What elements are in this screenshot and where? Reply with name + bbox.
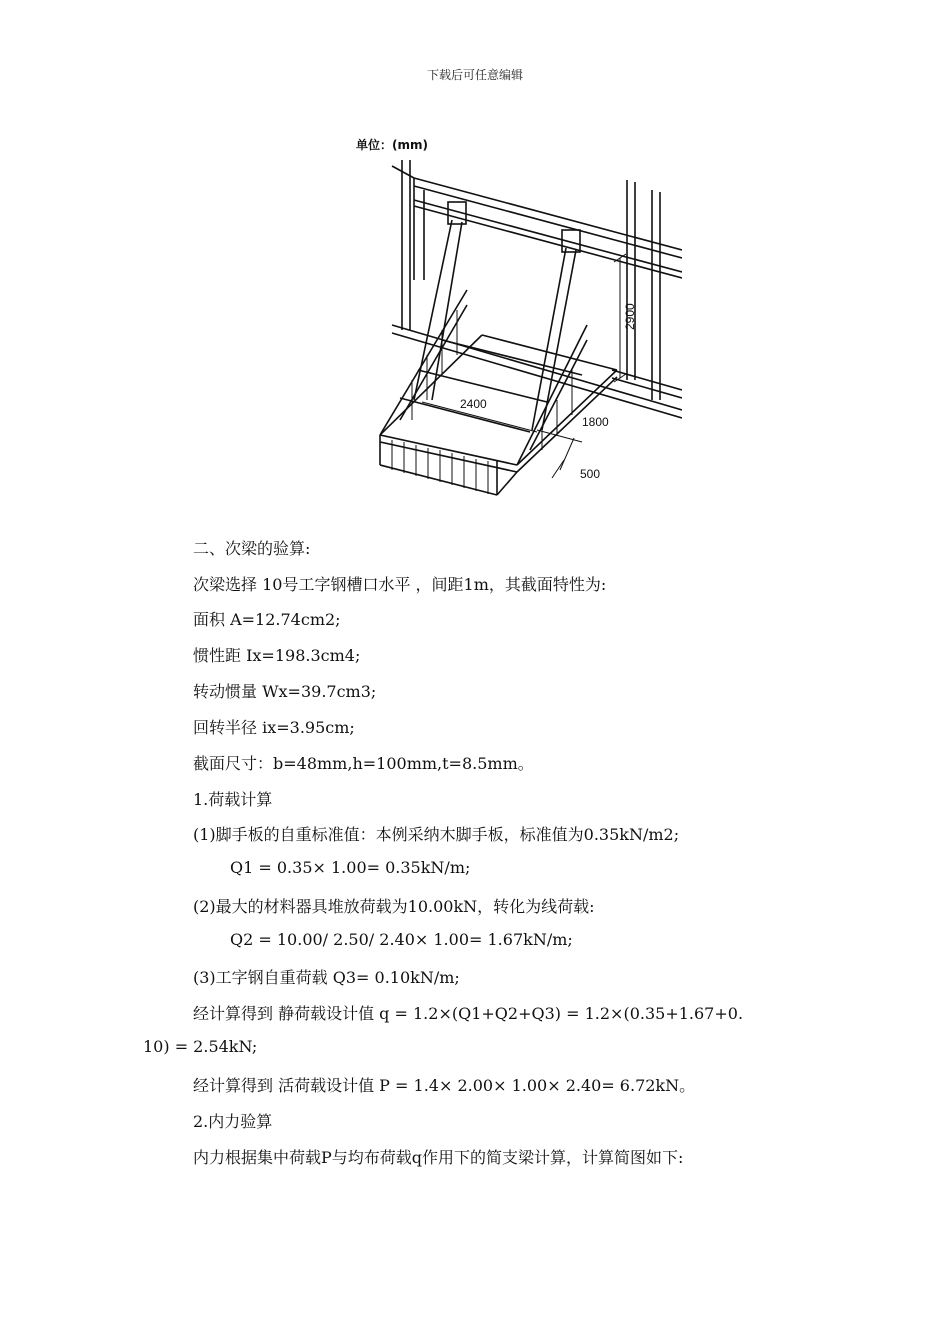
text-line: 回转半径 ix=3.95cm; [193, 718, 355, 737]
text-line: (1)脚手板的自重标准值：本例采纳木脚手板，标准值为0.35kN/m2; [193, 825, 680, 844]
subsection-heading: 1.荷载计算 [193, 790, 273, 809]
text-line: 10) = 2.54kN; [143, 1037, 258, 1056]
text-line: (3)工字钢自重荷载 Q3= 0.10kN/m; [193, 968, 460, 987]
dim-height-label: 2900 [623, 303, 637, 330]
platform-diagram [352, 130, 682, 510]
text-line: (2)最大的材料器具堆放荷载为10.00kN，转化为线荷载: [193, 897, 595, 916]
text-line: 面积 A=12.74cm2; [193, 610, 341, 629]
subsection-heading: 2.内力验算 [193, 1112, 273, 1131]
section-heading: 二、次梁的验算: [193, 539, 311, 558]
dim-width-label: 2400 [460, 397, 487, 411]
formula-line: Q2 = 10.00/ 2.50/ 2.40× 1.00= 1.67kN/m; [230, 930, 573, 949]
text-line: 内力根据集中荷载P与均布荷载q作用下的简支梁计算，计算简图如下: [193, 1148, 684, 1167]
text-line: 转动惯量 Wx=39.7cm3; [193, 682, 377, 701]
formula-line: Q1 = 0.35× 1.00= 0.35kN/m; [230, 858, 471, 877]
text-line: 惯性距 Ix=198.3cm4; [193, 646, 361, 665]
platform-diagram-svg [352, 130, 682, 510]
text-line: 经计算得到 静荷载设计值 q = 1.2×(Q1+Q2+Q3) = 1.2×(0.35+1.67+0. [193, 1004, 744, 1023]
text-line: 经计算得到 活荷载设计值 P = 1.4× 2.00× 1.00× 2.40= 6.72kN。 [193, 1076, 696, 1095]
dim-edge-label: 500 [580, 467, 601, 481]
unit-label: 单位：(mm) [356, 138, 428, 152]
dim-depth-label: 1800 [582, 415, 609, 429]
page-header: 下载后可任意编辑 [426, 68, 523, 82]
text-line: 截面尺寸：b=48mm,h=100mm,t=8.5mm。 [193, 754, 534, 773]
text-line: 次梁选择 10号工字钢槽口水平 ，间距1m，其截面特性为: [193, 575, 607, 594]
